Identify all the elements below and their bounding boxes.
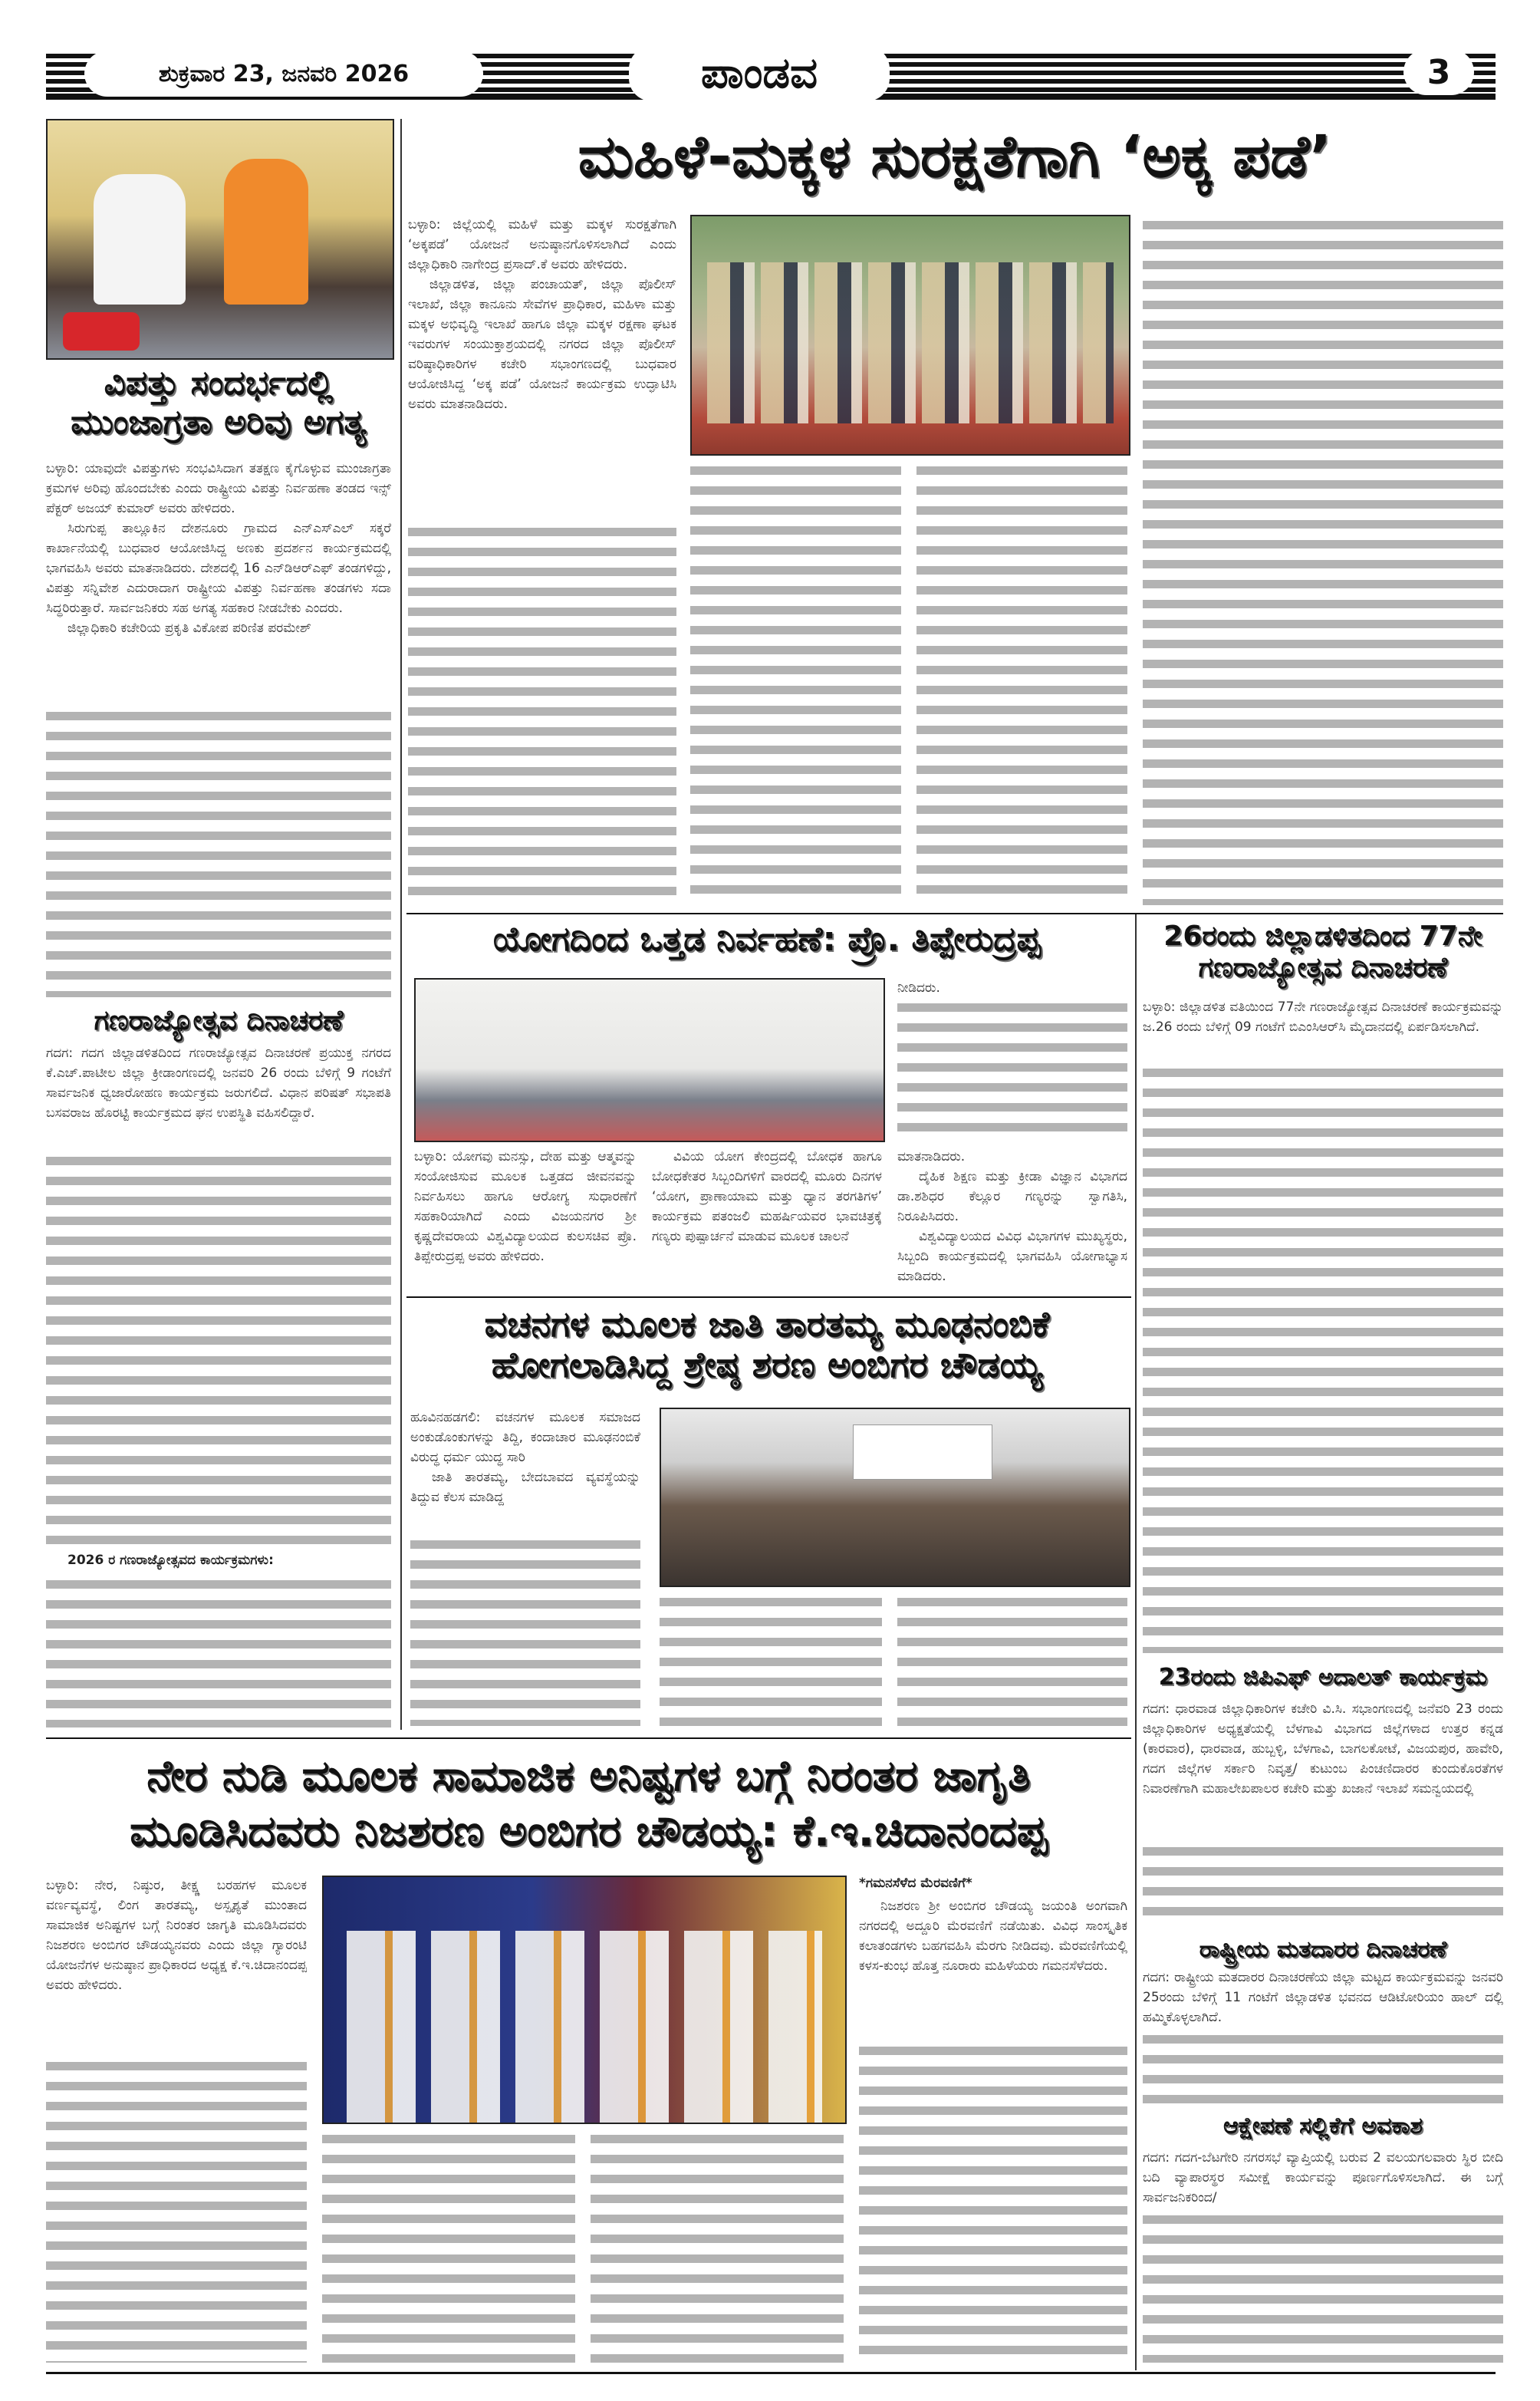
akka-pade-para: ಜಿಲ್ಲಾಡಳಿತ, ಜಿಲ್ಲಾ ಪಂಚಾಯತ್, ಜಿಲ್ಲಾ ಪೊಲೀಸ್ ಇಲಾಖೆ, ಜಿಲ್ಲಾ ಕಾನೂನು ಸೇವೆಗಳ ಪ್ರಾಧಿಕಾರ, ಮಹಿಳಾ ಮತ್ತು ಮಕ್ಕಳ ಅಭಿವೃದ್ಧಿ ಇಲಾಖೆ ಹಾಗೂ ಜಿಲ್ಲಾ ಮಕ್ಕಳ ರಕ್ಷಣಾ ಘಟಕ ಇವರುಗಳ ಸಂಯುಕ್ತಾಶ್ರಯದಲ್ಲಿ ನಗರದ ಜಿಲ್ಲಾ ಪೊಲೀಸ್ ವರಿಷ್ಠಾಧಿಕಾರಿಗಳ ಕಚೇರಿ ಸಭಾಂಗಣದಲ್ಲಿ ಬುಧವಾರ ಆಯೋಜಿಸಿದ್ದ ‘ಅಕ್ಕ ಪಡೆ’ ಯೋಜನೆ ಕಾರ್ಯಕ್ರಮ ಉದ್ಘಾಟಿಸಿ ಅವರು ಮಾತನಾಡಿದರು. [408, 277, 676, 412]
nera-nudi-headline-line1: ನೇರ ನುಡಿ ಮೂಲಕ ಸಾಮಾಜಿಕ ಅನಿಷ್ಟಗಳ ಬಗ್ಗೆ ನಿರಂತರ ಜಾಗೃತಿ [146, 1751, 1031, 1801]
nera-nudi-subhead: *ಗಮನಸೆಳೆದ ಮೆರವಣಿಗೆ* [859, 1876, 972, 1891]
akka-pade-para: ಬಳ್ಳಾರಿ: ಜಿಲ್ಲೆಯಲ್ಲಿ ಮಹಿಳೆ ಮತ್ತು ಮಕ್ಕಳ ಸುರಕ್ಷತೆಗಾಗಿ ‘ಅಕ್ಕಪಡೆ’ ಯೋಜನೆ ಅನುಷ್ಠಾನಗೊಳಿಸಲಾಗಿದೆ ಎಂದು ಜಿಲ್ಲಾಧಿಕಾರಿ ನಾಗೇಂದ್ರ ಪ್ರಸಾದ್.ಕೆ ಅವರು ಹೇಳಿದರು. [408, 217, 676, 272]
disaster-headline [46, 364, 391, 442]
akka-pade-body-continued [1143, 215, 1503, 905]
yoga-body-col2 [652, 1147, 882, 1247]
yoga-para: ವಿವಿಯ ಯೋಗ ಕೇಂದ್ರದಲ್ಲಿ ಬೋಧಕ ಹಾಗೂ ಬೋಧಕೇತರ ಸಿಬ್ಬಂದಿಗಳಿಗೆ ವಾರದಲ್ಲಿ ಮೂರು ದಿನಗಳ ‘ಯೋಗ, ಪ್ರಾಣಾಯಾಮ ಮತ್ತು ಧ್ಯಾನ ತರಗತಿಗಳ’ ಕಾರ್ಯಕ್ರಮ ಪತಂಜಲಿ ಮಹರ್ಷಿಯವರ ಭಾವಚಿತ್ರಕ್ಕೆ ಗಣ್ಯರು ಪುಷ್ಪಾರ್ಚನೆ ಮಾಡುವ ಮೂಲಕ ಚಾಲನೆ [652, 1149, 882, 1244]
vachana-body-continued [897, 1592, 1127, 1726]
nera-nudi-body-continued [322, 2129, 575, 2363]
gpf-adalat-body-continued [1143, 1841, 1503, 1925]
gpf-adalat-para: ಗದಗ: ಧಾರವಾಡ ಜಿಲ್ಲಾಧಿಕಾರಿಗಳ ಕಚೇರಿ ವಿ.ಸಿ. ಸಭಾಂಗಣದಲ್ಲಿ ಜನೆವರಿ 23 ರಂದು ಜಿಲ್ಲಾಧಿಕಾರಿಗಳ ಅಧ್ಯಕ್ಷತೆಯಲ್ಲಿ ಬೆಳಗಾವಿ ವಿಭಾಗದ ಜಿಲ್ಲೆಗಳಾದ ಉತ್ತರ ಕನ್ನಡ (ಕಾರವಾರ), ಧಾರವಾಡ, ಹುಬ್ಬಳ್ಳಿ, ಬೆಳಗಾವಿ, ಬಾಗಲಕೋಟೆ, ವಿಜಯಪುರ, ಹಾವೇರಿ, ಗದಗ ಜಿಲ್ಲೆಗಳ ಸರ್ಕಾರಿ ನಿವೃತ್ತ/ ಕುಟುಂಬ ಪಿಂಚಣಿದಾರರ ಕುಂದುಕೊರತೆಗಳ ನಿವಾರಣೆಗಾಗಿ ಮಹಾಲೇಖಪಾಲರ ಕಚೇರಿ ಮತ್ತು ಖಜಾನೆ ಇಲಾಖೆ ಸಮನ್ವಯದಲ್ಲಿ [1143, 1701, 1503, 1797]
yoga-photo [414, 978, 885, 1142]
disaster-body [46, 459, 391, 638]
voters-day-para: ಗದಗ: ರಾಷ್ಟ್ರೀಯ ಮತದಾರರ ದಿನಾಚರಣೆಯ ಜಿಲ್ಲಾ ಮಟ್ಟದ ಕಾರ್ಯಕ್ರಮವನ್ನು ಜನವರಿ 25ರಂದು ಬೆಳಿಗ್ಗೆ 11 ಗಂಟೆಗೆ ಜಿಲ್ಲಾಡಳಿತ ಭವನದ ಆಡಿಟೋರಿಯಂ ಹಾಲ್ ದಲ್ಲಿ ಹಮ್ಮಿಕೊಳ್ಳಲಾಗಿದೆ. [1143, 1970, 1503, 2025]
disaster-para: ಸಿರುಗುಪ್ಪ ತಾಲ್ಲೂಕಿನ ದೇಶನೂರು ಗ್ರಾಮದ ಎನ್‌ಎಸ್‌ಎಲ್ ಸಕ್ಕರೆ ಕಾರ್ಖಾನೆಯಲ್ಲಿ ಬುಧವಾರ ಆಯೋಜಿಸಿದ್ದ ಅಣಕು ಪ್ರದರ್ಶನ ಕಾರ್ಯಕ್ರಮದಲ್ಲಿ ಭಾಗವಹಿಸಿ ಅವರು ಮಾತನಾಡಿದರು. ದೇಶದಲ್ಲಿ 16 ಎನ್‌ಡಿಆರ್‌ಎಫ್ ತಂಡಗಳಿದ್ದು, ವಿಪತ್ತು ಸನ್ನಿವೇಶ ಎದುರಾದಾಗ ರಾಷ್ಟ್ರೀಯ ವಿಪತ್ತು ನಿರ್ವಹಣಾ ತಂಡಗಳು ಸದಾ ಸಿದ್ಧರಿರುತ್ತಾರೆ. ಸಾರ್ವಜನಿಕರು ಸಹ ಅಗತ್ಯ ಸಹಕಾರ ನೀಡಬೇಕು ಎಂದರು. [46, 521, 391, 616]
nera-nudi-body-continued [591, 2129, 844, 2363]
nera-nudi-body-continued [859, 2040, 1127, 2363]
yoga-side-text: ನೀಡಿದರು. [897, 980, 940, 996]
vachana-para: ಹೂವಿನಹಡಗಲಿ: ವಚನಗಳ ಮೂಲಕ ಸಮಾಜದ ಅಂಕುಡೊಂಕುಗಳನ್ನು ತಿದ್ದಿ, ಕಂದಾಚಾರ ಮೂಢನಂಬಿಕೆ ವಿರುದ್ಧ ಧರ್ಮ ಯುದ್ಧ ಸಾರಿ [410, 1410, 640, 1465]
republic-ballari-body-continued [1143, 1062, 1503, 1653]
yoga-body-continued [897, 997, 1127, 1139]
republic-gadag-body-continued [46, 1151, 391, 1550]
yoga-para: ದೈಹಿಕ ಶಿಕ್ಷಣ ಮತ್ತು ಕ್ರೀಡಾ ವಿಜ್ಞಾನ ವಿಭಾಗದ ಡಾ.ಶಶಿಧರ ಕೆಲ್ಲೂರ ಗಣ್ಯರನ್ನು ಸ್ವಾಗತಿಸಿ, ನಿರೂಪಿಸಿದರು. [897, 1169, 1127, 1224]
nera-nudi-para: ನಿಜಶರಣ ಶ್ರೀ ಅಂಬಿಗರ ಚೌಡಯ್ಯ ಜಯಂತಿ ಅಂಗವಾಗಿ ನಗರದಲ್ಲಿ ಅದ್ದೂರಿ ಮೆರವಣಿಗೆ ನಡೆಯಿತು. ವಿವಿಧ ಸಾಂಸ್ಕೃತಿಕ ಕಲಾತಂಡಗಳು ಬಹಗವಹಿಸಿ ಮೆರಗು ನೀಡಿದವು. ಮೆರವಣಿಗೆಯಲ್ಲಿ ಕಳಸ-ಕುಂಭ ಹೊತ್ತ ನೂರಾರು ಮಹಿಳೆಯರು ಗಮನಸೆಳೆದರು. [859, 1899, 1127, 1974]
yoga-para: ವಿಶ್ವವಿದ್ಯಾಲಯದ ವಿವಿಧ ವಿಭಾಗಗಳ ಮುಖ್ಯಸ್ಥರು, ಸಿಬ್ಬಂದಿ ಕಾರ್ಯಕ್ರಮದಲ್ಲಿ ಭಾಗವಹಿಸಿ ಯೋಗಾಭ್ಯಾಸ ಮಾಡಿದರು. [897, 1229, 1127, 1284]
akka-pade-photo [690, 215, 1130, 456]
section-rule [406, 1296, 1131, 1298]
vachana-para: ಜಾತಿ ತಾರತಮ್ಯ, ಬೇದಬಾವದ ವ್ಯವಸ್ಥೆಯನ್ನು ತಿದ್ದುವ ಕೆಲಸ ಮಾಡಿದ್ದ [410, 1470, 640, 1505]
republic-ballari-para: ಬಳ್ಳಾರಿ: ಜಿಲ್ಲಾಡಳಿತ ವತಿಯಿಂದ 77ನೇ ಗಣರಾಜ್ಯೋತ್ಸವ ದಿನಾಚರಣೆ ಕಾರ್ಯಕ್ರಮವನ್ನು ಜ.26 ರಂದು ಬೆಳಿಗ್ಗೆ 09 ಗಂಟೆಗೆ ಬಿಎಂಸಿಆರ್‌ಸಿ ಮೈದಾನದಲ್ಲಿ ಏರ್ಪಡಿಸಲಾಗಿದೆ. [1143, 1000, 1503, 1035]
republic-ballari-body [1143, 997, 1503, 1037]
disaster-headline-line1: ವಿಪತ್ತು ಸಂದರ್ಭದಲ್ಲಿ [104, 364, 334, 403]
akka-pade-headline: ಮಹಿಳೆ-ಮಕ್ಕಳ ಸುರಕ್ಷತೆಗಾಗಿ ‘ಅಕ್ಕ ಪಡೆ’ [578, 122, 1332, 190]
vachana-body-continued [410, 1534, 640, 1726]
nera-nudi-body-right [859, 1896, 1127, 1976]
objection-body-continued [1143, 2209, 1503, 2363]
gpf-adalat-headline: 23ರಂದು ಜಿಪಿಎಫ್ ಅದಾಲತ್ ಕಾರ್ಯಕ್ರಮ [1158, 1664, 1488, 1691]
vachana-headline-line1: ವಚನಗಳ ಮೂಲಕ ಜಾತಿ ತಾರತಮ್ಯ ಮೂಢನಂಬಿಕೆ [484, 1303, 1050, 1345]
vachana-body [410, 1408, 640, 1507]
republic-ballari-headline-line2: ಗಣರಾಜ್ಯೋತ್ಸವ ದಿನಾಚರಣೆ [1198, 952, 1448, 984]
nera-nudi-body-continued [46, 2056, 307, 2363]
nera-nudi-headline-line2: ಮೂಡಿಸಿದವರು ನಿಜಶರಣ ಅಂಬಿಗರ ಚೌಡಯ್ಯ: ಕೆ.ಇ.ಚಿದಾನಂದಪ್ಪ [130, 1807, 1048, 1856]
page-bottom-rule [46, 2372, 1496, 2374]
disaster-para: ಬಳ್ಳಾರಿ: ಯಾವುದೇ ವಿಪತ್ತುಗಳು ಸಂಭವಿಸಿದಾಗ ತತಕ್ಷಣ ಕೈಗೊಳ್ಳುವ ಮುಂಜಾಗ್ರತಾ ಕ್ರಮಗಳ ಅರಿವು ಹೊಂದಬೇಕು ಎಂದು ರಾಷ್ಟ್ರೀಯ ವಿಪತ್ತು ನಿರ್ವಹಣಾ ತಂಡದ ಇನ್ಸ್ ಪೆಕ್ಟರ್ ಅಜಯ್ ಕುಮಾರ್ ಅವರು ಹೇಳಿದರು. [46, 461, 391, 516]
objection-body [1143, 2148, 1503, 2208]
republic-gadag-para: ಗದಗ: ಗದಗ ಜಿಲ್ಲಾಡಳಿತದಿಂದ ಗಣರಾಜ್ಯೋತ್ಸವ ದಿನಾಚರಣೆ ಪ್ರಯುಕ್ತ ನಗರದ ಕೆ.ಎಚ್.ಪಾಟೀಲ ಜಿಲ್ಲಾ ಕ್ರೀಡಾಂಗಣದಲ್ಲಿ ಜನವರಿ 26 ರಂದು ಬೆಳಿಗ್ಗೆ 9 ಗಂಟೆಗೆ ಸಾರ್ವಜನಿಕ ಧ್ವಜಾರೋಹಣ ಕಾರ್ಯಕ್ರಮ ಜರುಗಲಿದೆ. ವಿಧಾನ ಪರಿಷತ್ ಸಭಾಪತಿ ಬಸವರಾಜ ಹೊರಟ್ಟಿ ಕಾರ್ಯಕ್ರಮದ ಘನ ಉಪಸ್ಥಿತಿ ವಹಿಸಲಿದ್ದಾರೆ. [46, 1046, 391, 1121]
nera-nudi-para: ಬಳ್ಳಾರಿ: ನೇರ, ನಿಷ್ಠುರ, ತೀಕ್ಷ್ಣ ಬರಹಗಳ ಮೂಲಕ ವರ್ಣವ್ಯವಸ್ಥೆ, ಲಿಂಗ ತಾರತಮ್ಯ, ಅಸ್ಪೃಶ್ಯತೆ ಮುಂತಾದ ಸಾಮಾಜಿಕ ಅನಿಷ್ಟಗಳ ಬಗ್ಗೆ ನಿರಂತರ ಜಾಗೃತಿ ಮೂಡಿಸಿದವರು ನಿಜಶರಣ ಅಂಬಿಗರ ಚೌಡಯ್ಯನವರು ಎಂದು ಜಿಲ್ಲಾ ಗ್ಯಾರಂಟಿ ಯೋಜನೆಗಳ ಅನುಷ್ಠಾನ ಪ್ರಾಧಿಕಾರದ ಅಧ್ಯಕ್ಷ ಕೆ.ಇ.ಚಿದಾನಂದಪ್ಪ ಅವರು ಹೇಳಿದರು. [46, 1878, 307, 1993]
nera-nudi-photo [322, 1876, 847, 2124]
yoga-para: ಮಾತನಾಡಿದರು. [897, 1149, 966, 1164]
republic-ballari-headline-line1: 26ರಂದು ಜಿಲ್ಲಾಡಳಿತದಿಂದ 77ನೇ [1163, 921, 1482, 952]
yoga-para: ಬಳ್ಳಾರಿ: ಯೋಗವು ಮನಸ್ಸು, ದೇಹ ಮತ್ತು ಆತ್ಮವನ್ನು ಸಂಯೋಜಿಸುವ ಮೂಲಕ ಒತ್ತಡದ ಜೀವನವನ್ನು ನಿರ್ವಹಿಸಲು ಹಾಗೂ ಆರೋಗ್ಯ ಸುಧಾರಣೆಗೆ ಸಹಕಾರಿಯಾಗಿದೆ ಎಂದು ವಿಜಯನಗರ ಶ್ರೀ ಕೃಷ್ಣದೇವರಾಯ ವಿಶ್ವವಿದ್ಯಾಲಯದ ಕುಲಸಚಿವ ಪ್ರೊ. ತಿಪ್ಪೇರುದ್ರಪ್ಪ ಅವರು ಹೇಳಿದರು. [414, 1149, 637, 1264]
nera-nudi-body [46, 1876, 307, 1995]
issue-date: ಶುಕ್ರವಾರ 23, ಜನವರಿ 2026 [84, 51, 483, 97]
gpf-adalat-body [1143, 1699, 1503, 1799]
akka-pade-body-continued [690, 460, 901, 905]
akka-pade-body [408, 215, 676, 414]
republic-gadag-body [46, 1043, 391, 1123]
akka-pade-body-continued [916, 460, 1127, 905]
page-number: 3 [1403, 49, 1474, 95]
disaster-body-continued [46, 706, 391, 997]
objection-headline: ಆಕ್ಷೇಪಣೆ ಸಲ್ಲಿಕೆಗೆ ಅವಕಾಶ [1222, 2113, 1423, 2139]
disaster-para: ಜಿಲ್ಲಾಧಿಕಾರಿ ಕಚೇರಿಯ ಪ್ರಕೃತಿ ವಿಕೋಪ ಪರಿಣಿತ ಪರಮೇಶ್ [67, 621, 311, 636]
voters-day-body [1143, 1968, 1503, 2027]
vachana-headline-line2: ಹೋಗಲಾಡಿಸಿದ್ದ ಶ್ರೇಷ್ಠ ಶರಣ ಅಂಬಿಗರ ಚೌಡಯ್ಯ [491, 1343, 1043, 1385]
nera-nudi-headline [46, 1749, 1131, 1859]
republic-gadag-body-continued [46, 1574, 391, 1727]
column-divider [1135, 913, 1137, 2370]
yoga-headline: ಯೋಗದಿಂದ ಒತ್ತಡ ನಿರ್ವಹಣೆ: ಪ್ರೊ. ತಿಪ್ಪೇರುದ್ರಪ್ಪ [492, 920, 1041, 959]
disaster-drill-photo [46, 119, 394, 360]
republic-ballari-headline [1143, 921, 1503, 984]
voters-day-headline: ರಾಷ್ಟ್ರೀಯ ಮತದಾರರ ದಿನಾಚರಣೆ [1199, 1936, 1447, 1963]
vachana-photo [660, 1408, 1130, 1587]
vachana-headline [406, 1304, 1127, 1385]
column-divider [400, 119, 402, 1730]
section-rule [406, 913, 1503, 914]
republic-gadag-subhead: 2026 ರ ಗಣರಾಜ್ಯೋತ್ಸವದ ಕಾರ್ಯಕ್ರಮಗಳು: [67, 1553, 274, 1568]
republic-gadag-headline: ಗಣರಾಜ್ಯೋತ್ಸವ ದಿನಾಚರಣೆ [94, 1005, 344, 1036]
disaster-headline-line2: ಮುಂಜಾಗ್ರತಾ ಅರಿವು ಅಗತ್ಯ [71, 402, 367, 442]
vachana-body-continued [660, 1592, 882, 1726]
objection-para: ಗದಗ: ಗದಗ-ಬೆಟಗೇರಿ ನಗರಸಭೆ ವ್ಯಾಪ್ತಿಯಲ್ಲಿ ಬರುವ 2 ವಲಯಗಲವಾರು ಸ್ಥಿರ ಬೀದಿ ಬದಿ ವ್ಯಾಪಾರಸ್ಥರ ಸಮೀಕ್ಷೆ ಕಾರ್ಯವನ್ನು ಪೂರ್ಣಗೊಳಿಸಲಾಗಿದೆ. ಈ ಬಗ್ಗೆ ಸಾರ್ವಜನಿಕರಿಂದ/ [1143, 2150, 1503, 2205]
yoga-body-col1 [414, 1147, 637, 1266]
voters-day-body-continued [1143, 2029, 1503, 2106]
akka-pade-body-continued [408, 522, 676, 905]
newspaper-title: ಪಾಂಡವ [629, 46, 890, 101]
yoga-body-col3 [897, 1147, 1127, 1286]
section-rule [46, 1737, 1131, 1739]
